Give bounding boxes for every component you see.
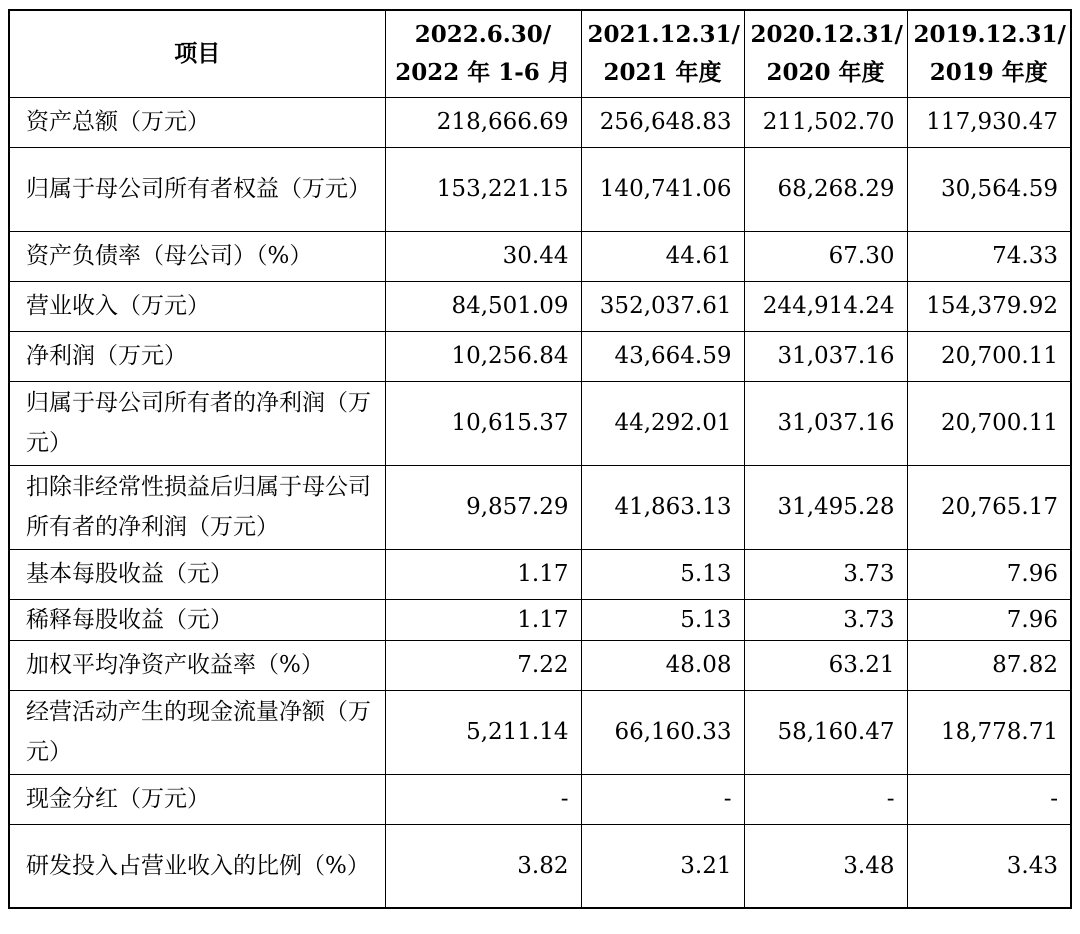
cell-value: 140,741.06: [581, 147, 744, 231]
cell-value: 31,495.28: [744, 465, 907, 549]
cell-value: 31,037.16: [744, 331, 907, 381]
cell-value: 87.82: [907, 640, 1071, 690]
cell-value: 1.17: [385, 549, 581, 599]
cell-value: 10,256.84: [385, 331, 581, 381]
table-row: [9, 97, 1071, 147]
cell-value: 9,857.29: [385, 465, 581, 549]
header-2019: [907, 10, 1071, 97]
cell-value: 74.33: [907, 231, 1071, 281]
cell-value: 44,292.01: [581, 381, 744, 465]
row-label: 归属于母公司所有者的净利润（万元）: [9, 381, 385, 465]
table-row: [9, 690, 1071, 774]
table-row: [9, 824, 1071, 908]
row-label: 稀释每股收益（元）: [9, 599, 385, 640]
row-label: 研发投入占营业收入的比例（%）: [9, 824, 385, 908]
cell-value: 68,268.29: [744, 147, 907, 231]
cell-value: 18,778.71: [907, 690, 1071, 774]
table-row: [9, 465, 1071, 549]
cell-value: 352,037.61: [581, 281, 744, 331]
table-row: [9, 331, 1071, 381]
row-label: 扣除非经常性损益后归属于母公司所有者的净利润（万元）: [9, 465, 385, 549]
table-row: [9, 549, 1071, 599]
cell-value: 3.43: [907, 824, 1071, 908]
header-2020: [744, 10, 907, 97]
cell-value: -: [581, 774, 744, 824]
cell-value: 218,666.69: [385, 97, 581, 147]
cell-value: 20,765.17: [907, 465, 1071, 549]
cell-value: 7.22: [385, 640, 581, 690]
table-row: [9, 640, 1071, 690]
cell-value: 3.73: [744, 599, 907, 640]
cell-value: 31,037.16: [744, 381, 907, 465]
row-label: 营业收入（万元）: [9, 281, 385, 331]
cell-value: 20,700.11: [907, 331, 1071, 381]
header-date: 2021.12.31/: [587, 20, 740, 48]
cell-value: 41,863.13: [581, 465, 744, 549]
header-date: 2019.12.31/: [913, 20, 1066, 48]
cell-value: 153,221.15: [385, 147, 581, 231]
table-body: [9, 97, 1071, 908]
cell-value: 7.96: [907, 599, 1071, 640]
cell-value: -: [907, 774, 1071, 824]
cell-value: 63.21: [744, 640, 907, 690]
header-2021: [581, 10, 744, 97]
table-row: [9, 599, 1071, 640]
cell-value: 211,502.70: [744, 97, 907, 147]
cell-value: 117,930.47: [907, 97, 1071, 147]
header-period: 2020 年度: [766, 58, 885, 86]
cell-value: 58,160.47: [744, 690, 907, 774]
financial-summary-table: [8, 9, 1072, 909]
header-item-label: 项目: [174, 39, 221, 67]
cell-value: 154,379.92: [907, 281, 1071, 331]
table-row: [9, 281, 1071, 331]
cell-value: 3.21: [581, 824, 744, 908]
cell-value: 7.96: [907, 549, 1071, 599]
header-period: 2022 年 1-6 月: [395, 58, 571, 86]
cell-value: 67.30: [744, 231, 907, 281]
cell-value: 1.17: [385, 599, 581, 640]
cell-value: 43,664.59: [581, 331, 744, 381]
row-label: 现金分红（万元）: [9, 774, 385, 824]
header-period: 2021 年度: [603, 58, 722, 86]
cell-value: 10,615.37: [385, 381, 581, 465]
cell-value: 244,914.24: [744, 281, 907, 331]
row-label: 资产总额（万元）: [9, 97, 385, 147]
header-2022h1: [385, 10, 581, 97]
cell-value: 20,700.11: [907, 381, 1071, 465]
table-row: [9, 231, 1071, 281]
cell-value: 3.73: [744, 549, 907, 599]
row-label: 加权平均净资产收益率（%）: [9, 640, 385, 690]
row-label: 经营活动产生的现金流量净额（万元）: [9, 690, 385, 774]
row-label: 基本每股收益（元）: [9, 549, 385, 599]
row-label: 资产负债率（母公司）（%）: [9, 231, 385, 281]
cell-value: 5,211.14: [385, 690, 581, 774]
table-row: [9, 381, 1071, 465]
cell-value: 30.44: [385, 231, 581, 281]
header-item: [9, 10, 385, 97]
table-row: [9, 147, 1071, 231]
cell-value: -: [385, 774, 581, 824]
cell-value: 5.13: [581, 599, 744, 640]
cell-value: 84,501.09: [385, 281, 581, 331]
cell-value: 5.13: [581, 549, 744, 599]
table-row: [9, 774, 1071, 824]
header-period: 2019 年度: [929, 58, 1048, 86]
cell-value: 3.48: [744, 824, 907, 908]
header-row: [9, 10, 1071, 97]
cell-value: 3.82: [385, 824, 581, 908]
cell-value: 66,160.33: [581, 690, 744, 774]
table-header: [9, 10, 1071, 97]
cell-value: 30,564.59: [907, 147, 1071, 231]
cell-value: 48.08: [581, 640, 744, 690]
row-label: 净利润（万元）: [9, 331, 385, 381]
row-label: 归属于母公司所有者权益（万元）: [9, 147, 385, 231]
cell-value: 44.61: [581, 231, 744, 281]
cell-value: 256,648.83: [581, 97, 744, 147]
header-date: 2020.12.31/: [750, 20, 903, 48]
header-date: 2022.6.30/: [414, 20, 552, 48]
cell-value: -: [744, 774, 907, 824]
